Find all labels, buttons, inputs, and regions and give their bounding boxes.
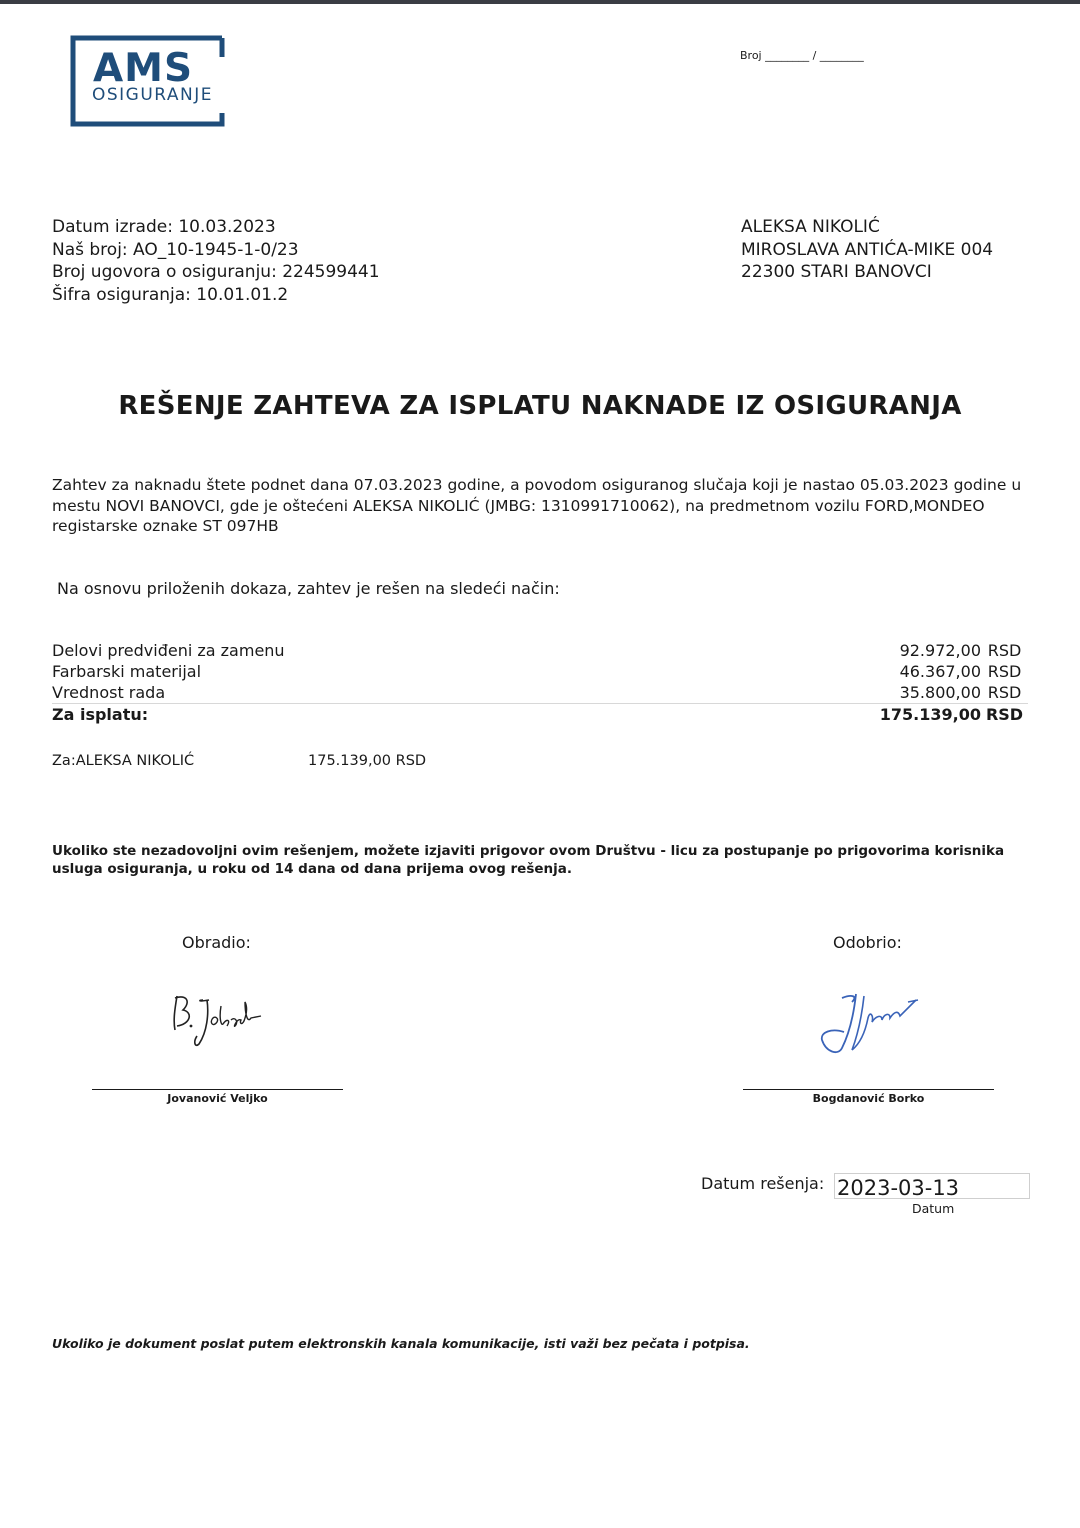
approved-by-name: Bogdanović Borko: [812, 1092, 925, 1105]
document-number-field: Broj ________ / ________: [740, 49, 864, 62]
total-row: [52, 703, 1028, 725]
logo-brand: AMS: [93, 46, 194, 91]
item-currency: RSD: [987, 641, 1022, 660]
recipient-city: 22300 STARI BANOVCI: [741, 262, 932, 282]
item-label: Delovi predviđeni za zamenu: [52, 641, 285, 660]
item-label: Vrednost rada: [52, 683, 166, 702]
logo-subtitle: OSIGURANJE: [92, 85, 214, 105]
item-amount: 92.972,00: [899, 641, 981, 660]
item-row: [52, 640, 1028, 661]
basis-text: Na osnovu priloženih dokaza, zahtev je rešen na sledeći način:: [57, 579, 560, 598]
decision-date-label: Datum rešenja:: [701, 1174, 825, 1193]
payee-name: Za:ALEKSA NIKOLIĆ: [52, 753, 195, 769]
item-label: Farbarski materijal: [52, 662, 202, 681]
total-currency: RSD: [985, 705, 1024, 724]
document-meta: [52, 216, 380, 306]
item-row: [52, 661, 1028, 682]
recipient-address: [741, 216, 993, 284]
complaint-notice: Ukoliko ste nezadovoljni ovim rešenjem, možete izjaviti prigovor ovom Društvu - licu za postupanje po prigovorima korisnika usluga osiguranja, u roku od 14 dana od dana prijema ovog rešenja.: [52, 843, 1005, 877]
recipient-name: ALEKSA NIKOLIĆ: [741, 217, 880, 237]
processed-by-label: Obradio:: [182, 933, 251, 952]
document-title: REŠENJE ZAHTEVA ZA ISPLATU NAKNADE IZ OSIGURANJA: [118, 391, 962, 421]
approved-by-label: Odobrio:: [833, 933, 902, 952]
item-row: [52, 682, 1028, 703]
contract-number: Broj ugovora o osiguranju: 224599441: [52, 262, 380, 282]
decision-date-field[interactable]: 2023-03-13: [834, 1173, 1030, 1199]
insurance-code: Šifra osiguranja: 10.01.01.2: [52, 284, 289, 305]
recipient-street: MIROSLAVA ANTIĆA-MIKE 004: [741, 239, 994, 260]
item-currency: RSD: [987, 683, 1022, 702]
total-label: Za isplatu:: [52, 705, 149, 724]
item-amount: 46.367,00: [899, 662, 981, 681]
claim-paragraph: Zahtev za naknadu štete podnet dana 07.03.2023 godine, a povodom osiguranog slučaja koji je nastao 05.03.2023 godine u mestu NOVI BANOVCI, gde je oštećeni ALEKSA NIKOLIĆ (JMBG: 1310991710062), na predmetnom vozilu FORD,MONDEO registarske oznake ST 097HB: [52, 476, 1022, 535]
top-bar: [0, 0, 1080, 4]
signature-left-image: [165, 988, 275, 1052]
decision-date-caption: Datum: [912, 1201, 955, 1216]
signature-line-right: [743, 1089, 994, 1090]
processed-by-name: Jovanović Veljko: [167, 1092, 268, 1105]
footer-note: Ukoliko je dokument poslat putem elektronskih kanala komunikacije, isti važi bez pečata i potpisa.: [52, 1336, 750, 1351]
item-currency: RSD: [987, 662, 1022, 681]
payee-amount: 175.139,00 RSD: [308, 753, 427, 769]
creation-date: Datum izrade: 10.03.2023: [52, 217, 276, 237]
signature-right-image: [812, 988, 924, 1060]
total-amount: 175.139,00: [879, 705, 981, 724]
our-number: Naš broj: AO_10-1945-1-0/23: [52, 239, 299, 260]
payment-breakdown: [52, 640, 1028, 725]
item-amount: 35.800,00: [899, 683, 981, 702]
signature-line-left: [92, 1089, 343, 1090]
